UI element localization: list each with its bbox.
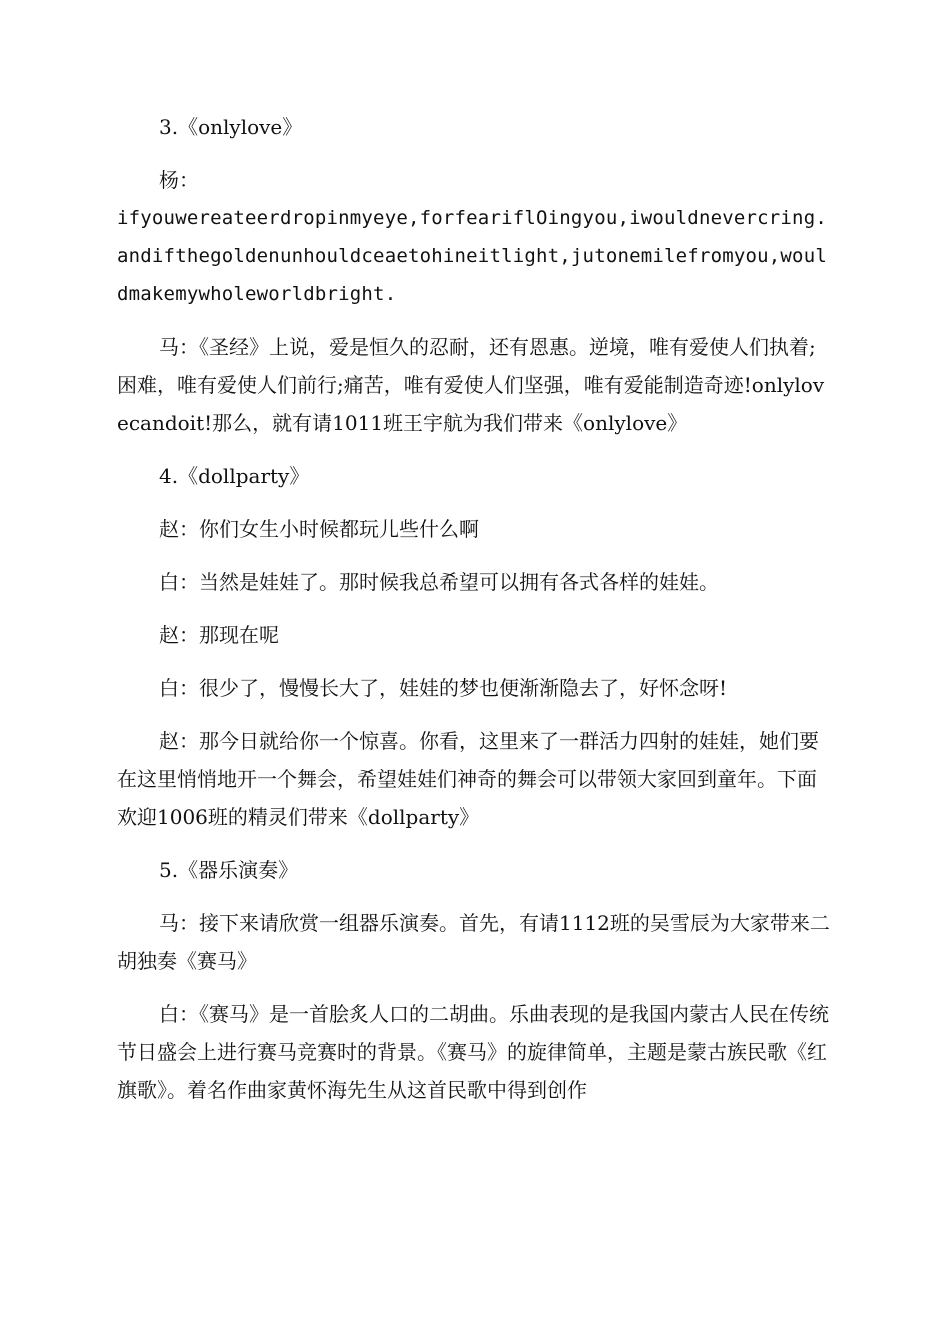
dialogue-line-zhao-1: 赵：你们女生小时候都玩儿些什么啊 — [159, 517, 479, 541]
dialogue-paragraph-ma-2: 马：接下来请欣赏一组器乐演奏。首先，有请1112班的吴雪辰为大家带来二胡独奏《赛马》 — [117, 911, 830, 973]
dialogue-line-zhao-2: 赵：那现在呢 — [159, 623, 279, 647]
english-lyrics-paragraph: ifyouwereateerdropinmyeye,forfeariflOingyou,iwouldnevercring.andifthegoldenunhouldceaetohineitlight,jutonemilefromyou,wouldmakemywholeworldbright. — [117, 207, 827, 305]
dialogue-paragraph-bai-3: 白：《赛马》是一首脍炙人口的二胡曲。乐曲表现的是我国内蒙古人民在传统节日盛会上进行赛马竞赛时的背景。《赛马》的旋律简单，主题是蒙古族民歌《红旗歌》。着名作曲家黄怀海先生从这首民歌中得到创作 — [117, 1002, 829, 1102]
document-body — [117, 108, 833, 1109]
section-heading-onlylove: 3.《onlylove》 — [159, 115, 303, 139]
section-heading-dollparty: 4.《dollparty》 — [159, 464, 310, 488]
section-heading-instrumental: 5.《器乐演奏》 — [159, 858, 299, 882]
dialogue-line-bai-1: 白：当然是娃娃了。那时候我总希望可以拥有各式各样的娃娃。 — [159, 570, 719, 594]
dialogue-paragraph-ma-bible: 马：《圣经》上说，爱是恒久的忍耐，还有恩惠。逆境，唯有爱使人们执着;困难，唯有爱使人们前行;痛苦，唯有爱使人们坚强，唯有爱能制造奇迹!onlylovecandoit!那么，就有请1011班王宇航为我们带来《onlylove》 — [117, 335, 825, 435]
speaker-line-yang: 杨： — [159, 168, 199, 192]
dialogue-line-bai-2: 白：很少了，慢慢长大了，娃娃的梦也便渐渐隐去了，好怀念呀! — [159, 676, 728, 700]
dialogue-paragraph-zhao-3: 赵：那今日就给你一个惊喜。你看，这里来了一群活力四射的娃娃，她们要在这里悄悄地开一个舞会，希望娃娃们神奇的舞会可以带领大家回到童年。下面欢迎1006班的精灵们带来《dollparty》 — [117, 729, 819, 829]
